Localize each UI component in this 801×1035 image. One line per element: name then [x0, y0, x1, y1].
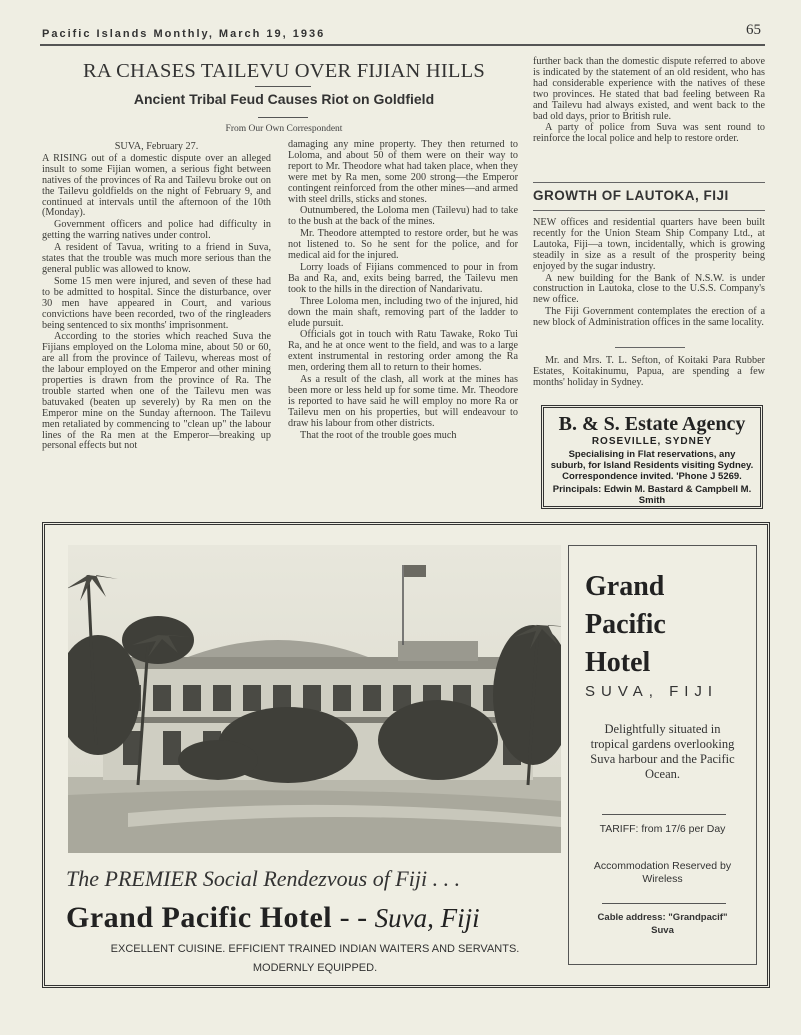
- sidebar-divider: [602, 903, 726, 904]
- article-paragraph: A resident of Tavua, writing to a friend in Suva, states that the trouble was much more serious than the general public was allowed to know.: [42, 242, 271, 275]
- article-paragraph: Government officers and police had difficulty in getting the warring natives under control.: [42, 219, 271, 242]
- hotel-features-line: EXCELLENT CUISINE. EFFICIENT TRAINED INDIAN WAITERS AND SERVANTS.: [110, 943, 520, 955]
- hotel-features: [66, 940, 564, 978]
- hotel-name: Grand Pacific Hotel: [66, 901, 333, 934]
- article-paragraph: A party of police from Suva was sent round to reinforce the local police and help to restore order.: [533, 122, 765, 145]
- section-rule: [533, 182, 765, 183]
- hotel-accommodation: Accommodation Reserved by Wireless: [593, 860, 732, 885]
- agency-title: B. & S. Estate Agency: [558, 413, 746, 435]
- sidebar-divider: [602, 814, 726, 815]
- headline-divider: [255, 86, 311, 87]
- hotel-sidebar-location: SUVA, FIJI: [585, 683, 719, 700]
- article-paragraph: Lorry loads of Fijians commenced to pour in from Ba and Ra, and, exits being barred, the Tailevu men took to the hills in the direction of Nandarivatu.: [288, 261, 518, 295]
- article-paragraph: Officials got in touch with Ratu Tawake, Roko Tui Ra, and he at once went to the field, and was to a large extent instrumental in restoring order among the Ra men, ordering them all to return to their homes.: [288, 329, 518, 374]
- article-paragraph: Some 15 men were injured, and seven of these had to be admitted to hospital. Since the disturbance, over 30 men have appeared in Court, and various convictions have been recorded, two of the ringleaders being sentenced to six months' imprisonment.: [42, 275, 271, 331]
- article-paragraph: As a result of the clash, all work at the mines has been more or less held up for some time. Mr. Theodore is reported to have said he will employ no more Ra or Tailevu men on his properties, but will endeavour to draw his labour from other districts.: [288, 374, 518, 429]
- article-column-2: [288, 140, 518, 442]
- header-rule: [40, 44, 765, 46]
- article-subhead: Ancient Tribal Feud Causes Riot on Goldfield: [133, 91, 435, 107]
- hotel-photo: [68, 545, 561, 853]
- dateline: SUVA, February 27.: [114, 141, 199, 152]
- article-paragraph: Outnumbered, the Loloma men (Tailevu) had to take to the bush at the back of the mines.: [288, 205, 518, 228]
- masthead: Pacific Islands Monthly, March 19, 1936: [42, 28, 326, 40]
- article-paragraph: damaging any mine property. They then returned to Loloma, and about 50 of them were on their way to report to Mr. Theodore what had taken place, when they were met by Ra men, some 200 strong—the Emperor contingent reinforced from the other mines—and armed with steel drills, sticks and stones.: [288, 139, 518, 205]
- section-rule: [533, 210, 765, 211]
- hotel-sidebar-title-word: Pacific: [585, 609, 666, 640]
- article-headline: RA CHASES TAILEVU OVER FIJIAN HILLS: [83, 60, 485, 82]
- article-paragraph: The Fiji Government contemplates the erection of a new block of Administration offices in the same locality.: [533, 306, 765, 329]
- agency-body: Specialising in Flat reservations, any suburb, for Island Residents visiting Sydney. Correspondence invited. 'Phone J 5269.: [550, 449, 754, 482]
- article-paragraph: NEW offices and residential quarters have been built recently for the Union Steam Ship Company Ltd., at Lautoka, Fiji—a town, incidentally, which is growing steadily in size as a result of the prosperity being enjoyed by the sugar industry.: [533, 217, 765, 272]
- agency-principals: Principals: Edwin M. Bastard & Campbell M. Smith: [552, 484, 752, 506]
- article-paragraph: According to the stories which reached Suva the Fijians employed on the Loloma mine, about 50 or 60, are all from the province of Tailevu, whereas most of the labour employed on the Emperor and other mining properties is drawn from the province of Ra. The trouble started when one of the Tailevu men was batuvaked (beaten up severely) by Ra men on the Emperor mine on the Sunday afternoon. The Tailevu men retaliated by commencing to "clean up" the labour lines of the Ra men at the Emperor—breaking up personal effects but not: [42, 331, 271, 452]
- article-column-3: [533, 57, 765, 146]
- article-paragraph: That the root of the trouble goes much: [300, 429, 457, 441]
- hotel-features-line: MODERNLY EQUIPPED.: [252, 962, 378, 974]
- article-column-1: [42, 142, 271, 453]
- hotel-name-line: [66, 901, 566, 935]
- hotel-cable-address: Cable address: "Grandpacif" Suva: [597, 912, 728, 936]
- article-byline: From Our Own Correspondent: [225, 124, 343, 134]
- hotel-sidebar-title-word: Grand: [585, 571, 665, 602]
- personal-note-text: Mr. and Mrs. T. L. Sefton, of Koitaki Para Rubber Estates, Koitakinumu, Papua, are spending a few months' holiday in Sydney.: [533, 355, 765, 388]
- article-paragraph: A RISING out of a domestic dispute over an alleged insult to some Fijian women, a serious fight between natives of the provinces of Ra and Tailevu broke out on the Tailevu goldfields on the night of February 9, and continued at intervals until the afternoon of the 10th (Monday).: [42, 152, 271, 219]
- short-divider: [615, 347, 685, 348]
- hotel-sidebar-description: Delightfully situated in tropical gardens overlooking Suva harbour and the Pacific Ocean.: [590, 722, 735, 781]
- hotel-sidebar-title-word: Hotel: [585, 647, 651, 678]
- article-paragraph: Three Loloma men, including two of the injured, hid down the main shaft, removing part of the ladder to elude pursuit.: [288, 295, 518, 329]
- agency-location: ROSEVILLE, SYDNEY: [591, 436, 713, 447]
- page-number: 65: [746, 22, 761, 38]
- lautoka-column: [533, 218, 765, 330]
- hotel-tariff: TARIFF: from 17/6 per Day: [599, 823, 726, 835]
- lautoka-headline: GROWTH OF LAUTOKA, FIJI: [533, 188, 729, 203]
- subhead-divider: [258, 117, 308, 118]
- hotel-place: Suva, Fiji: [374, 903, 480, 933]
- hotel-tagline: The PREMIER Social Rendezvous of Fiji . . .: [66, 866, 461, 891]
- personal-note: [533, 356, 765, 390]
- estate-agency-ad: [541, 405, 763, 509]
- article-paragraph: A new building for the Bank of N.S.W. is under construction in Lautoka, close to the U.S.S. Company's new office.: [533, 272, 765, 306]
- article-paragraph: further back than the domestic dispute referred to above is indicated by the statement of an old resident, who has had considerable experience with the natives of these two provinces. He stated that bad feeling between Ra and Tailevu had always existed, and went back to the bad old days, prior to British rule.: [533, 56, 765, 122]
- article-paragraph: Mr. Theodore attempted to restore order, but he was not listened to. So he sent for the police, and for medical aid for the injured.: [288, 228, 518, 262]
- hotel-name-sep: - -: [339, 901, 368, 934]
- hotel-sidebar-title: [585, 568, 755, 682]
